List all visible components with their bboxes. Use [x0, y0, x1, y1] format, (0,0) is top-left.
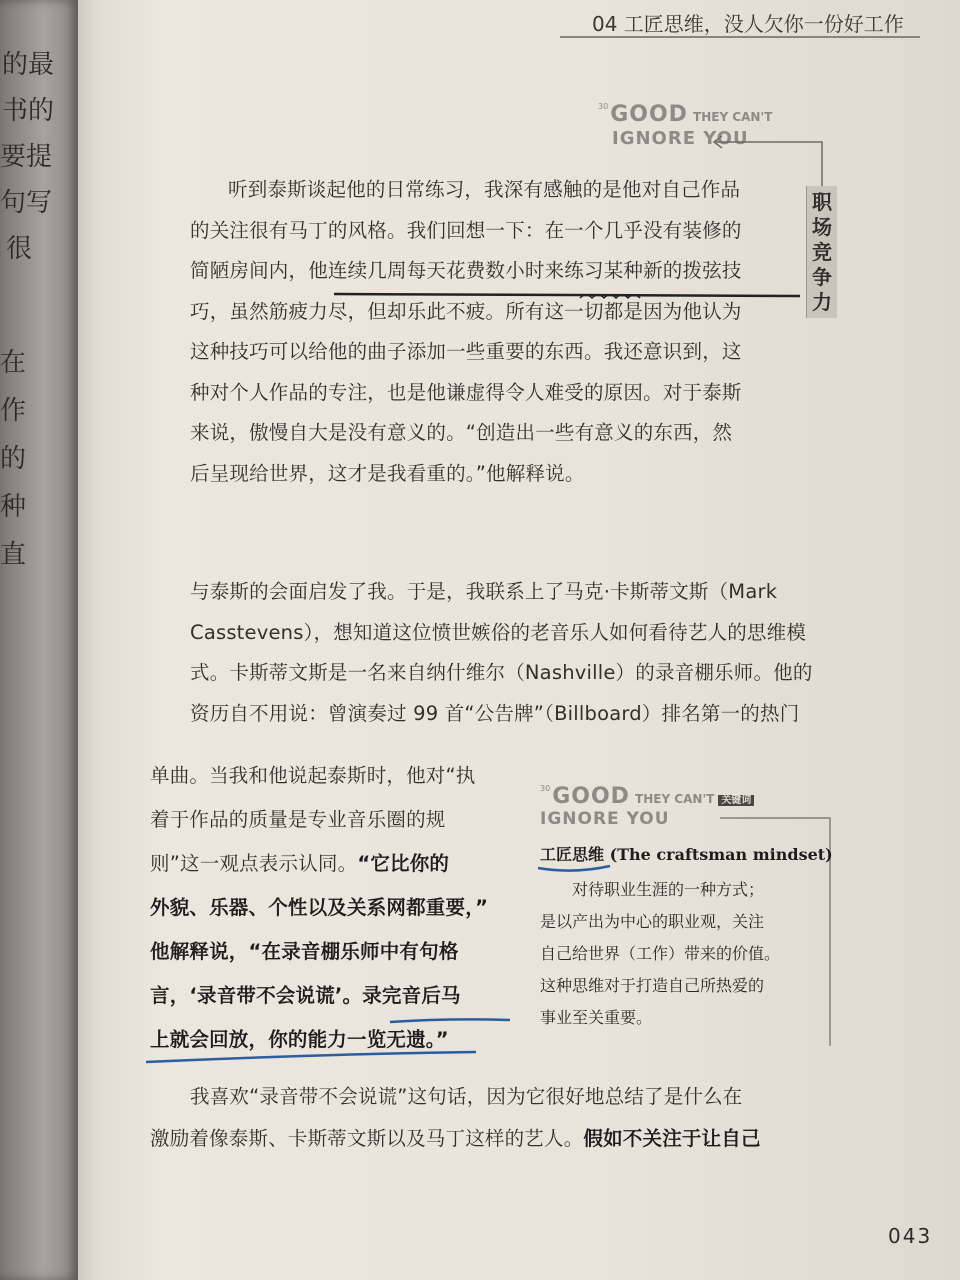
prev-page-text: 书的: [2, 96, 55, 126]
paragraph-3: [150, 1076, 761, 1160]
logo-number: 30: [598, 102, 609, 111]
text-line: 后呈现给世界，这才是我看重的。”他解释说。: [190, 461, 585, 485]
paragraph-2: [190, 572, 813, 734]
text-line: [150, 886, 488, 930]
text-line: 是以产出为中心的职业观，关注: [540, 912, 765, 931]
text-line: [150, 842, 488, 886]
bold-segment: 外貌、乐器、个性以及关系网都重要，”: [150, 896, 489, 919]
paragraph-1: [190, 170, 742, 494]
text-segment: 则”这一观点表示认同。: [150, 852, 358, 875]
text-line: 听到泰斯谈起他的日常练习，我深有感触的是他对自己作品: [228, 178, 741, 201]
text-line: [150, 798, 488, 842]
text-segment: 我喜欢“录音带不会说谎”这句话，因为它很好地总结了是什么在: [190, 1085, 743, 1108]
header-rule: [560, 36, 920, 38]
text-line: 这种技巧可以给他的曲子添加一些重要的东西。我还意识到，这: [190, 340, 742, 363]
text-line: [150, 1118, 761, 1160]
prev-page-text: 很: [6, 234, 33, 264]
text-segment: 单曲。当我和他说起泰斯时，他对“执: [150, 764, 476, 787]
keyword-term: 工匠思维 (The craftsman mindset): [540, 845, 833, 864]
logo-ignore: IGNORE YOU: [540, 809, 670, 829]
text-segment: 激励着像泰斯、卡斯蒂文斯以及马丁这样的艺人。: [150, 1127, 584, 1150]
text-line: 种对个人作品的专注，也是他谦虚得令人难受的原因。对于泰斯: [190, 380, 742, 404]
prev-page-text: 句写: [0, 188, 53, 218]
text-line: 巧，虽然筋疲力尽，但却乐此不疲。所有这一切都是因为他认为: [190, 299, 742, 323]
bold-segment: 假如不关注于让自己: [583, 1127, 761, 1150]
pen-underline-black: [330, 284, 810, 304]
bold-segment: 言，‘录音带不会说谎’。录完音后马: [150, 984, 461, 1007]
previous-page-edge: [0, 0, 78, 1280]
text-line: Casstevens），想知道这位愤世嫉俗的老音乐人如何看待艺人的思维模: [190, 620, 807, 644]
text-line: 简陋房间内，他连续几周每天花费数小时来练习某种新的拨弦技: [190, 259, 742, 282]
text-line: 与泰斯的会面启发了我。于是，我联系上了马克·卡斯蒂文斯（Mark: [190, 580, 778, 603]
prev-page-text: 在: [0, 348, 27, 378]
text-line: 的关注很有马丁的风格。我们回想一下：在一个几乎没有装修的: [190, 218, 742, 242]
keyword-definition: [540, 874, 780, 1034]
text-line: [150, 1076, 761, 1118]
bold-segment: 上就会回放，你的能力一览无遗。”: [150, 1028, 449, 1051]
text-line: [150, 754, 488, 798]
text-line: 式。卡斯蒂文斯是一名来自纳什维尔（Nashville）的录音棚乐师。他的: [190, 661, 813, 684]
logo-good: GOOD: [552, 784, 630, 809]
text-line: 自己给世界（工作）带来的价值。: [540, 944, 781, 963]
bold-segment: “它比你的: [357, 852, 450, 875]
keyword-tag: 关键词: [718, 795, 754, 806]
text-line: 事业至关重要。: [540, 1008, 653, 1027]
logo-cant: THEY CAN'T: [635, 792, 715, 806]
pen-underline-blue: [140, 1000, 520, 1070]
text-line: 这种思维对于打造自己所热爱的: [540, 976, 765, 995]
running-header: 04 工匠思维，没人欠你一份好工作: [592, 12, 904, 36]
text-line: [150, 930, 488, 974]
prev-page-text: 种: [0, 492, 27, 522]
prev-page-text: 要提: [0, 142, 53, 172]
prev-page-text: 直: [0, 540, 27, 570]
text-segment: 着于作品的质量是专业音乐圈的规: [150, 808, 446, 831]
bold-segment: 他解释说，“在录音棚乐师中有句格: [150, 940, 459, 963]
text-line: 对待职业生涯的一种方式；: [540, 880, 765, 899]
text-line: 资历自不用说：曾演奏过 99 首“公告牌”（Billboard）排名第一的热门: [190, 701, 800, 725]
side-tab-career-competitiveness: 职场竞争力: [806, 186, 837, 318]
logo-number: 30: [540, 784, 551, 793]
prev-page-text: 的最: [2, 50, 55, 80]
text-line: 来说，傲慢自大是没有意义的。“创造出一些有意义的东西，然: [190, 421, 733, 444]
page-number: 043: [888, 1224, 933, 1248]
prev-page-text: 作: [0, 396, 27, 426]
logo-cant: THEY CAN'T: [693, 110, 773, 124]
prev-page-text: 的: [0, 444, 27, 474]
logo-good: GOOD: [610, 102, 688, 127]
logo-ignore: IGNORE YOU: [612, 128, 749, 149]
